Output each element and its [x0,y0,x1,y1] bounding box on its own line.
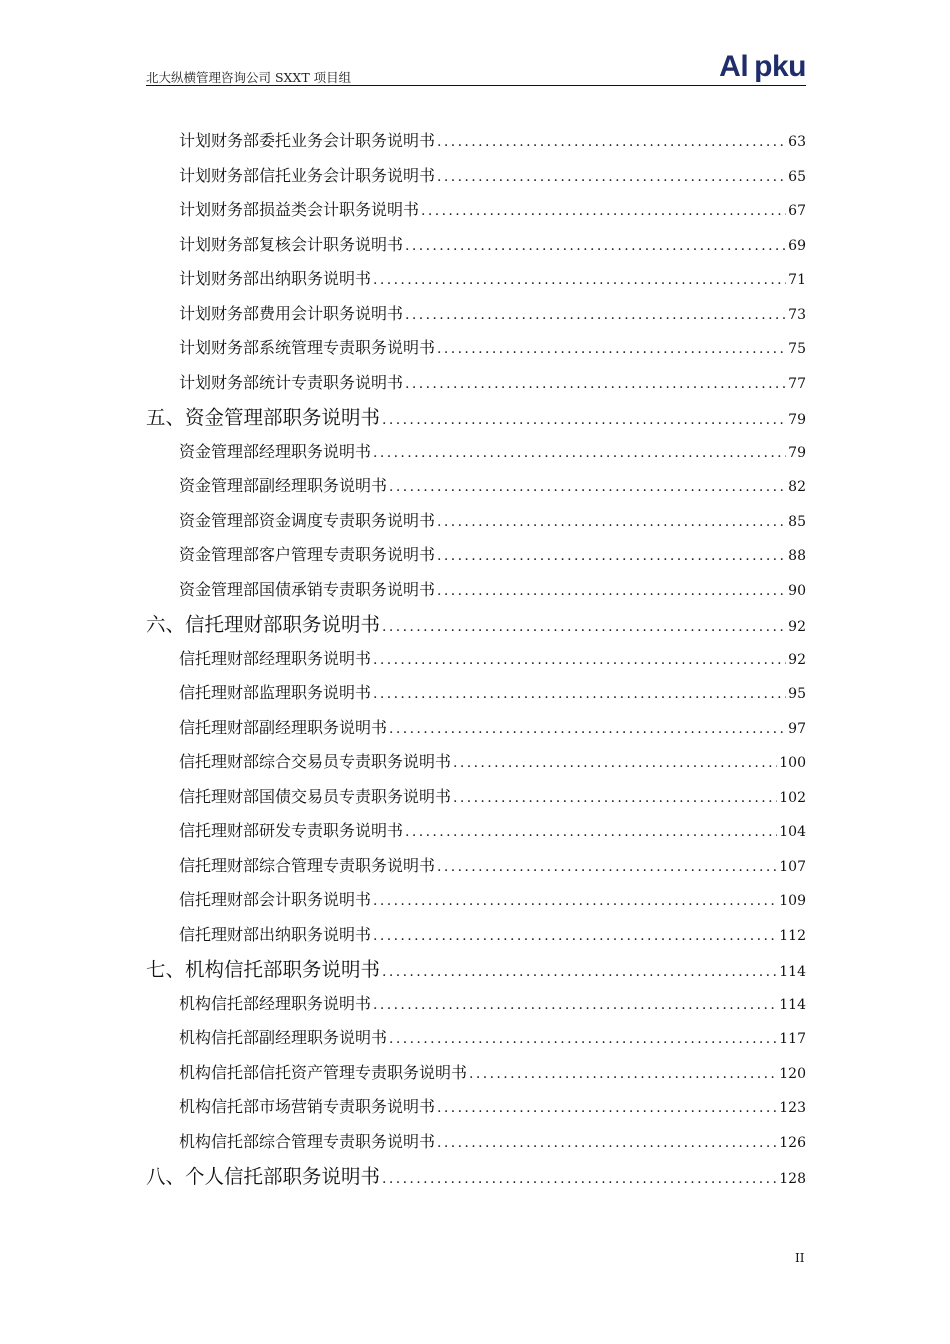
toc-dot-leader [437,134,786,150]
toc-entry[interactable] [179,1060,806,1083]
toc-entry-page: 69 [788,237,806,254]
toc-entry-page: 85 [788,513,806,530]
toc-entry-page: 71 [788,272,806,288]
toc-entry-title: 信托理财部出纳职务说明书 [179,924,372,944]
toc-entry-title: 机构信托部副经理职务说明书 [179,1028,388,1047]
header-title: 北大纵横管理咨询公司 SXXT 项目组 [146,70,352,85]
toc-entry-title: 资金管理部副经理职务说明书 [179,476,388,495]
toc-entry-title: 机构信托部市场营销专责职务说明书 [179,1097,436,1116]
logo-text-al: Al [719,50,749,83]
toc-dot-leader [437,341,786,357]
toc-entry[interactable] [179,715,806,738]
toc-entry-title: 六、信托理财部职务说明书 [146,613,381,636]
toc-dot-leader [437,859,777,875]
toc-dot-leader [437,169,786,185]
toc-entry-title: 资金管理部客户管理专责职务说明书 [179,545,436,564]
toc-entry-page: 90 [788,582,806,599]
toc-entry-page: 92 [788,651,806,668]
toc-entry-title: 计划财务部费用会计职务说明书 [179,303,404,323]
toc-dot-leader [437,548,786,564]
toc-entry-page: 97 [788,720,806,737]
page-number: II [795,1251,805,1265]
toc-dot-leader [382,619,786,635]
toc-entry-page: 102 [779,789,806,806]
toc-entry-page: 117 [779,1031,806,1047]
toc-entry[interactable] [179,577,806,600]
toc-entry-page: 63 [788,134,806,150]
toc-entry-page: 77 [788,375,806,392]
toc-dot-leader [405,307,786,323]
toc-entry[interactable] [179,439,806,462]
toc-entry-title: 资金管理部国债承销专责职务说明书 [179,579,436,599]
toc-entry-page: 79 [788,444,806,461]
toc-dot-leader [405,238,786,254]
toc-entry-page: 73 [788,306,806,323]
toc-entry-title: 八、个人信托部职务说明书 [146,1165,381,1188]
toc-entry-title: 信托理财部副经理职务说明书 [179,717,388,737]
toc-entry[interactable] [179,301,806,324]
toc-entry-title: 计划财务部出纳职务说明书 [179,269,372,288]
toc-entry-title: 机构信托部综合管理专责职务说明书 [179,1131,436,1151]
toc-entry[interactable] [179,266,806,289]
toc-entry-title: 信托理财部经理职务说明书 [179,648,372,668]
toc-entry-title: 五、资金管理部职务说明书 [146,406,381,429]
toc-entry[interactable] [179,128,806,151]
toc-section-entry[interactable] [146,609,806,637]
toc-entry[interactable] [179,853,806,876]
toc-entry[interactable] [179,680,806,703]
toc-entry-page: 95 [788,686,806,702]
toc-entry[interactable] [179,370,806,393]
toc-entry-title: 信托理财部监理职务说明书 [179,683,372,702]
toc-entry-page: 67 [788,203,806,219]
toc-entry-page: 123 [779,1100,806,1116]
toc-dot-leader [389,721,786,737]
toc-entry[interactable] [179,508,806,531]
toc-section-entry[interactable] [146,954,806,982]
logo-text-pku: pku [754,50,806,83]
toc-entry-page: 109 [779,893,806,909]
toc-dot-leader [373,893,777,909]
toc-entry-title: 计划财务部委托业务会计职务说明书 [179,131,436,150]
toc-dot-leader [437,514,786,530]
toc-dot-leader [389,479,786,495]
toc-entry[interactable] [179,749,806,772]
toc-entry-page: 128 [779,1171,806,1187]
toc-entry[interactable] [179,1025,806,1048]
toc-entry-page: 107 [779,858,806,875]
toc-section-entry[interactable] [146,402,806,430]
toc-entry-page: 92 [788,619,806,635]
toc-entry-title: 资金管理部资金调度专责职务说明书 [179,510,436,530]
toc-dot-leader [382,412,786,428]
toc-dot-leader [405,376,786,392]
toc-entry[interactable] [179,922,806,945]
toc-entry-title: 机构信托部经理职务说明书 [179,993,372,1013]
toc-entry-page: 65 [788,168,806,185]
toc-entry-title: 机构信托部信托资产管理专责职务说明书 [179,1062,468,1082]
toc-entry-page: 114 [779,964,806,980]
toc-entry-page: 75 [788,341,806,357]
toc-entry-title: 信托理财部综合管理专责职务说明书 [179,855,436,875]
toc-entry-title: 信托理财部国债交易员专责职务说明书 [179,786,452,806]
toc-dot-leader [373,445,786,461]
toc-entry-title: 信托理财部研发专责职务说明书 [179,821,404,840]
toc-entry-page: 114 [779,996,806,1013]
toc-dot-leader [453,790,777,806]
toc-entry-title: 计划财务部统计专责职务说明书 [179,372,404,392]
toc-dot-leader [469,1066,777,1082]
header-divider [146,85,806,86]
toc-entry[interactable] [179,818,806,841]
toc-dot-leader [453,755,777,771]
toc-entry[interactable] [179,197,806,220]
toc-entry-title: 信托理财部会计职务说明书 [179,890,372,909]
toc-dot-leader [373,686,786,702]
toc-entry[interactable] [179,784,806,807]
toc-entry[interactable] [179,232,806,255]
toc-dot-leader [437,1100,777,1116]
toc-entry-page: 88 [788,548,806,564]
company-logo [719,50,806,84]
toc-entry-title: 计划财务部复核会计职务说明书 [179,234,404,254]
toc-entry[interactable] [179,646,806,669]
toc-dot-leader [373,928,777,944]
toc-dot-leader [437,583,786,599]
toc-entry-page: 104 [779,824,806,840]
toc-entry[interactable] [179,335,806,358]
toc-dot-leader [421,203,786,219]
toc-entry[interactable] [179,1094,806,1117]
toc-dot-leader [373,272,786,288]
toc-entry-page: 79 [788,412,806,428]
toc-entry-title: 计划财务部损益类会计职务说明书 [179,200,420,219]
toc-entry[interactable] [179,542,806,565]
toc-entry[interactable] [179,1129,806,1152]
toc-section-entry[interactable] [146,1161,806,1189]
page-header [146,48,806,88]
toc-dot-leader [373,997,777,1013]
toc-entry-title: 资金管理部经理职务说明书 [179,441,372,461]
toc-dot-leader [437,1135,777,1151]
toc-entry-page: 112 [779,927,806,944]
toc-entry[interactable] [179,473,806,496]
toc-entry-page: 120 [779,1065,806,1082]
toc-dot-leader [382,964,777,980]
toc-entry-page: 82 [788,479,806,495]
toc-entry-title: 七、机构信托部职务说明书 [146,958,381,981]
toc-entry[interactable] [179,163,806,186]
toc-entry[interactable] [179,991,806,1014]
toc-entry-title: 计划财务部信托业务会计职务说明书 [179,165,436,185]
toc-dot-leader [382,1171,777,1187]
toc-dot-leader [405,824,777,840]
toc-entry[interactable] [179,887,806,910]
toc-entry-title: 信托理财部综合交易员专责职务说明书 [179,752,452,771]
toc-entry-title: 计划财务部系统管理专责职务说明书 [179,338,436,357]
toc-entry-page: 126 [779,1134,806,1151]
toc-entry-page: 100 [779,755,806,771]
toc-dot-leader [389,1031,777,1047]
toc-dot-leader [373,652,786,668]
